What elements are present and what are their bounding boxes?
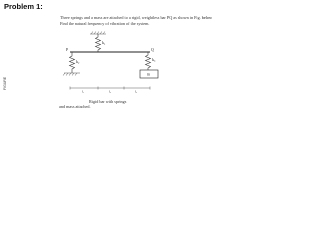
statement-line-2: Find the natural frequency of vibration of the system.: [60, 20, 150, 26]
label-k1: k₁: [102, 40, 106, 45]
dim-label-3: l₃: [135, 89, 138, 94]
label-k3: k₃: [152, 57, 156, 62]
label-q: Q: [151, 48, 154, 52]
spring-k1: [96, 34, 101, 52]
spring-k2: [70, 52, 75, 73]
caption-line-2: and mass attached.: [59, 104, 91, 110]
dim-label-2: l₂: [109, 89, 112, 94]
label-p: P: [66, 48, 69, 52]
figure-caption: [59, 99, 126, 110]
label-k2: k₂: [76, 59, 80, 64]
top-support: [90, 32, 106, 35]
problem-heading: Problem 1:: [4, 2, 43, 11]
label-mass: m: [147, 72, 150, 77]
statement-line-1: Three springs and a mass are attached to a rigid, weightless bar PQ as shown in Fig. below: [60, 15, 212, 20]
ground-support: [63, 73, 80, 76]
page: [0, 0, 212, 119]
dim-label-1: l₁: [82, 89, 85, 94]
side-label: FIGURE: [3, 76, 7, 90]
spring-k3: [146, 52, 151, 70]
statement-tail: below: [201, 15, 212, 20]
caption-line-1: Rigid bar with springs: [89, 99, 127, 104]
